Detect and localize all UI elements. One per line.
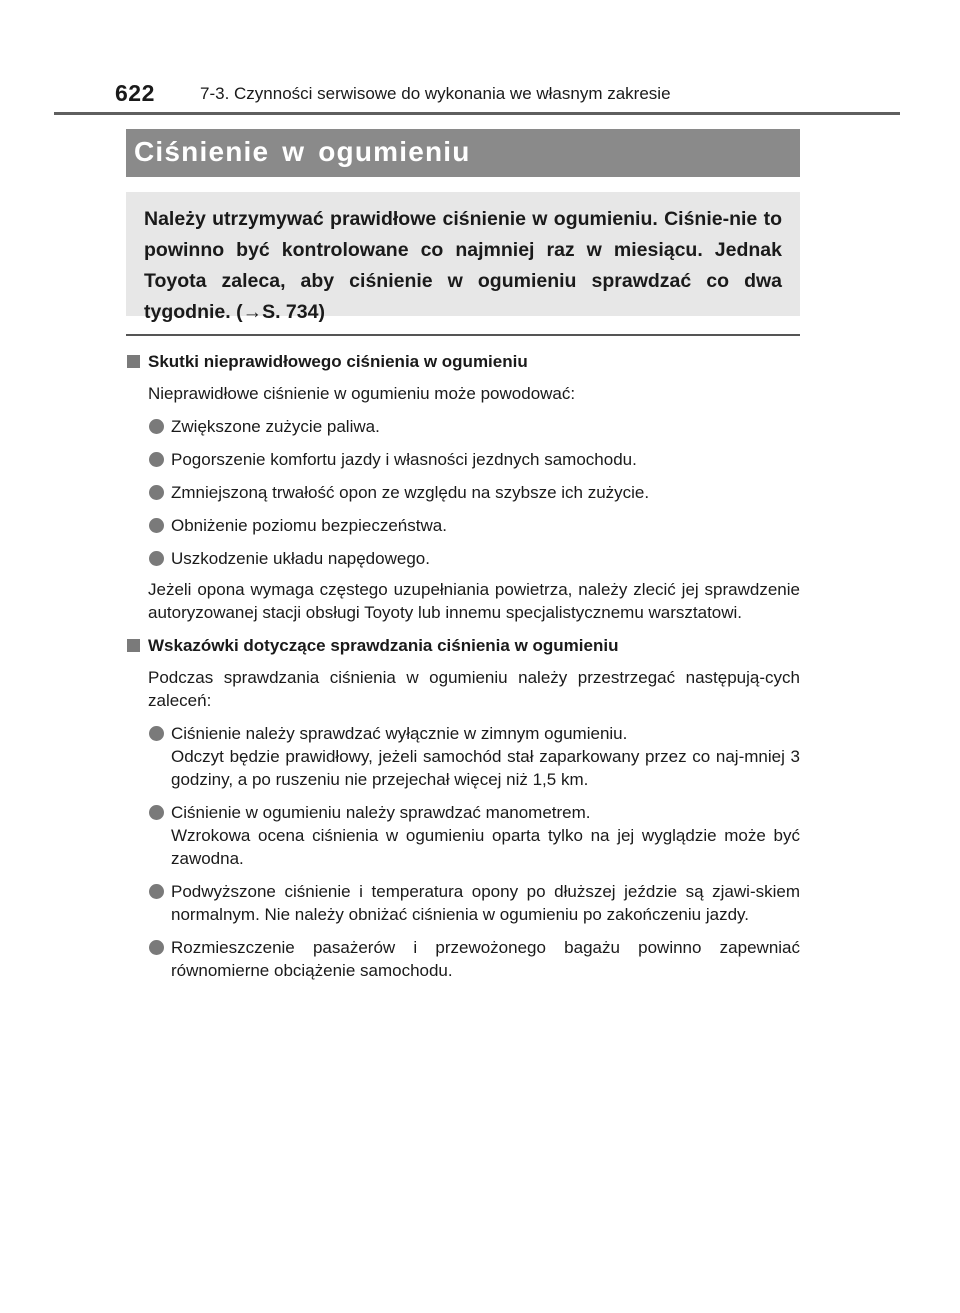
list-item	[126, 722, 800, 791]
circle-bullet-icon	[149, 518, 164, 533]
section-closing: Jeżeli opona wymaga częstego uzupełniania powietrza, należy zlecić jej sprawdzenie autoryzowanej stacji obsługi Toyoty lub innemu specjalistycznemu warsztatowi.	[148, 580, 800, 622]
circle-bullet-icon	[149, 940, 164, 955]
divider	[126, 334, 800, 336]
bullet-text: Obniżenie poziomu bezpieczeństwa.	[171, 516, 447, 535]
heading-text: Wskazówki dotyczące sprawdzania ciśnienia w ogumieniu	[148, 636, 619, 655]
circle-bullet-icon	[149, 452, 164, 467]
list-item	[126, 547, 800, 570]
bullet-text: Zmniejszoną trwałość opon ze względu na szybsze ich zużycie.	[171, 483, 650, 502]
list-item	[126, 801, 800, 870]
bullet-detail: Odczyt będzie prawidłowy, jeżeli samochód stał zaparkowany przez co naj-mniej 3 godziny, a po ruszeniu nie przejechał więcej niż 1,5 km.	[171, 747, 800, 789]
section-lead: Nieprawidłowe ciśnienie w ogumieniu może powodować:	[148, 384, 576, 403]
section-heading-effects	[126, 350, 800, 374]
bullet-text: Ciśnienie należy sprawdzać wyłącznie w zimnym ogumieniu.	[171, 724, 628, 743]
bullet-detail: Wzrokowa ocena ciśnienia w ogumieniu oparta tylko na jej wyglądzie może być zawodna.	[171, 826, 800, 868]
bullet-text: Rozmieszczenie pasażerów i przewożonego bagażu powinno zapewniać równomierne obciążenie samochodu.	[171, 938, 800, 980]
circle-bullet-icon	[149, 485, 164, 500]
page-title-bar	[126, 129, 800, 177]
bullet-text: Pogorszenie komfortu jazdy i własności jezdnych samochodu.	[171, 450, 637, 469]
circle-bullet-icon	[149, 419, 164, 434]
list-item	[126, 481, 800, 504]
heading-text: Skutki nieprawidłowego ciśnienia w ogumieniu	[148, 352, 528, 371]
bullet-text: Zwiększone zużycie paliwa.	[171, 417, 380, 436]
bullet-text: Ciśnienie w ogumieniu należy sprawdzać manometrem.	[171, 803, 591, 822]
circle-bullet-icon	[149, 551, 164, 566]
page-number: 622	[115, 80, 155, 106]
list-item	[126, 936, 800, 982]
bullet-text: Podwyższone ciśnienie i temperatura opony po dłuższej jeździe są zjawi-skiem normalnym. Nie należy obniżać ciśnienia w ogumieniu po zakończeniu jazdy.	[171, 882, 800, 924]
section-heading-tips	[126, 634, 800, 658]
circle-bullet-icon	[149, 884, 164, 899]
section-lead: Podczas sprawdzania ciśnienia w ogumieniu należy przestrzegać następują-cych zaleceń:	[148, 668, 800, 710]
page-header	[0, 0, 960, 116]
list-item	[126, 448, 800, 471]
intro-box	[126, 192, 800, 323]
section-title: 7-3. Czynności serwisowe do wykonania we własnym zakresie	[200, 84, 671, 103]
circle-bullet-icon	[149, 805, 164, 820]
intro-text: Należy utrzymywać prawidłowe ciśnienie w ogumieniu. Ciśnie-nie to powinno być kontrolowane co najmniej raz w miesiącu. Jednak Toyota zaleca, aby ciśnienie w ogumieniu sprawdzać co dwa tygodnie. (→S. 734)	[144, 208, 782, 323]
square-bullet-icon	[127, 355, 140, 368]
page-title: Ciśnienie w ogumieniu	[134, 136, 471, 167]
circle-bullet-icon	[149, 726, 164, 741]
content	[126, 344, 800, 982]
list-item	[126, 415, 800, 438]
header-rule	[54, 112, 900, 115]
list-item	[126, 880, 800, 926]
list-item	[126, 514, 800, 537]
bullet-text: Uszkodzenie układu napędowego.	[171, 549, 430, 568]
square-bullet-icon	[127, 639, 140, 652]
